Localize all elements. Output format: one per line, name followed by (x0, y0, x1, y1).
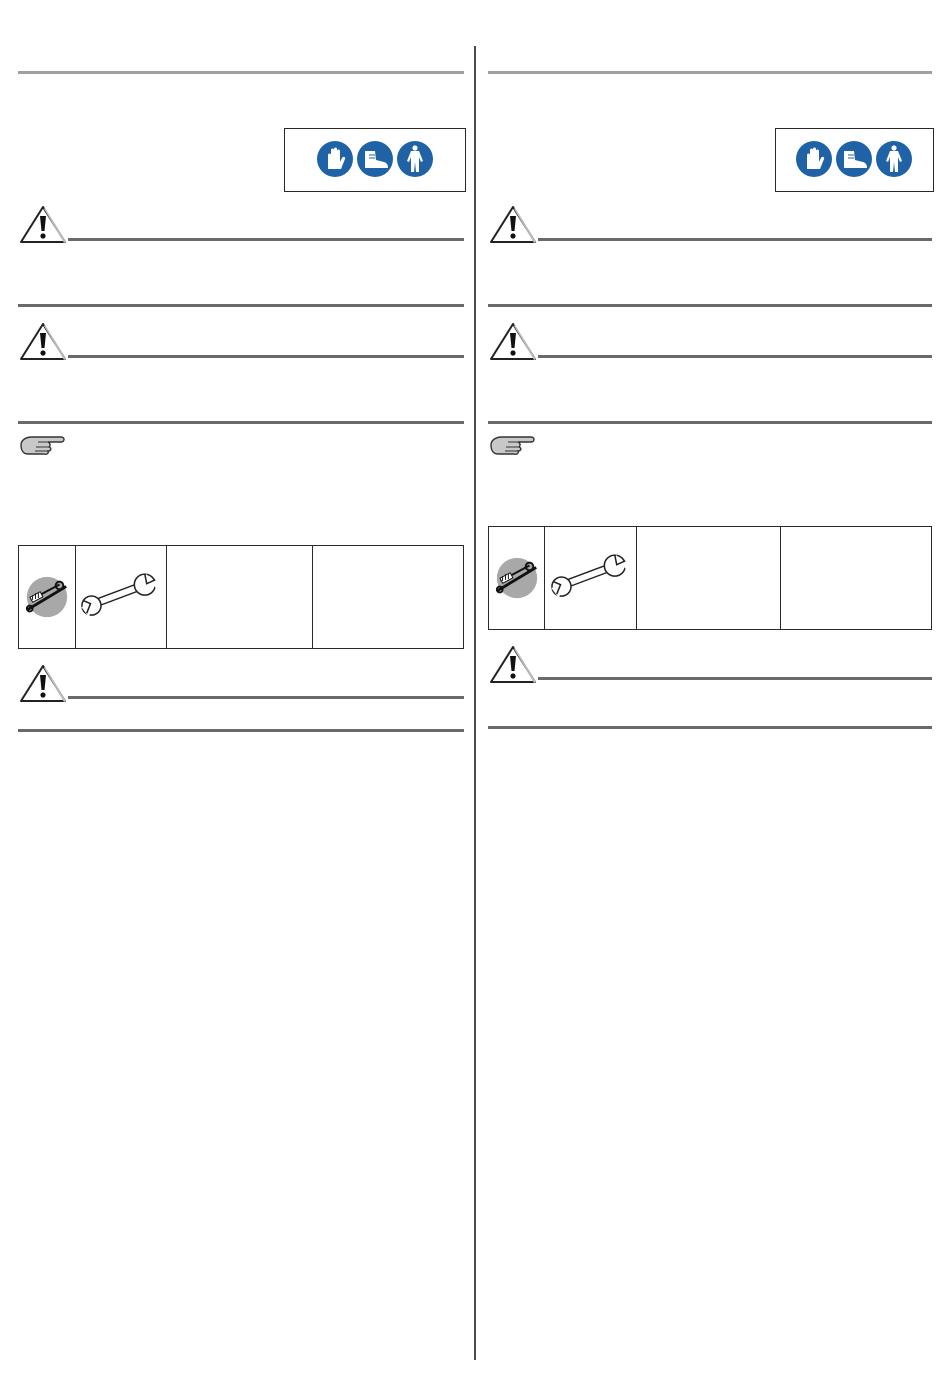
ppe-sign-panel (775, 128, 934, 192)
open-end-wrench-icon (81, 571, 161, 623)
tool-table-cell (19, 546, 76, 648)
tool-table-cell (313, 546, 463, 648)
left-column (16, 0, 466, 1378)
protective-gloves-icon (796, 141, 832, 177)
pointing-hand-icon (488, 432, 538, 456)
safety-boots-icon (357, 141, 393, 177)
right-column (486, 0, 936, 1378)
warning-rule (68, 238, 464, 241)
warning-icon (488, 203, 538, 245)
warning-icon (488, 320, 538, 362)
tool-table (488, 526, 932, 630)
warning-rule (68, 696, 464, 699)
pointing-hand-icon (18, 432, 68, 456)
section-rule (488, 304, 932, 307)
tool-table-cell (637, 527, 781, 629)
section-rule (488, 726, 932, 729)
tool-table-cell (781, 527, 931, 629)
maintenance-tools-icon (493, 554, 541, 602)
section-rule (18, 421, 464, 424)
warning-rule (538, 677, 932, 680)
tool-table-cell (545, 527, 637, 629)
protective-gloves-icon (317, 141, 353, 177)
protective-overalls-icon (876, 141, 912, 177)
warning-icon (18, 203, 68, 245)
section-rule (488, 71, 932, 74)
tool-table-cell (76, 546, 167, 648)
section-rule (488, 421, 932, 424)
warning-rule (538, 355, 932, 358)
section-rule (18, 71, 464, 74)
warning-icon (488, 643, 538, 685)
section-rule (18, 729, 464, 732)
section-rule (18, 304, 464, 307)
warning-icon (18, 662, 68, 704)
safety-boots-icon (836, 141, 872, 177)
warning-rule (68, 355, 464, 358)
maintenance-tools-icon (23, 573, 71, 621)
tool-table (18, 545, 464, 649)
tool-table-cell (167, 546, 313, 648)
warning-icon (18, 320, 68, 362)
column-divider (474, 46, 476, 1360)
open-end-wrench-icon (551, 552, 631, 604)
protective-overalls-icon (397, 141, 433, 177)
tool-table-cell (489, 527, 545, 629)
warning-rule (538, 238, 932, 241)
ppe-sign-panel (284, 128, 466, 192)
